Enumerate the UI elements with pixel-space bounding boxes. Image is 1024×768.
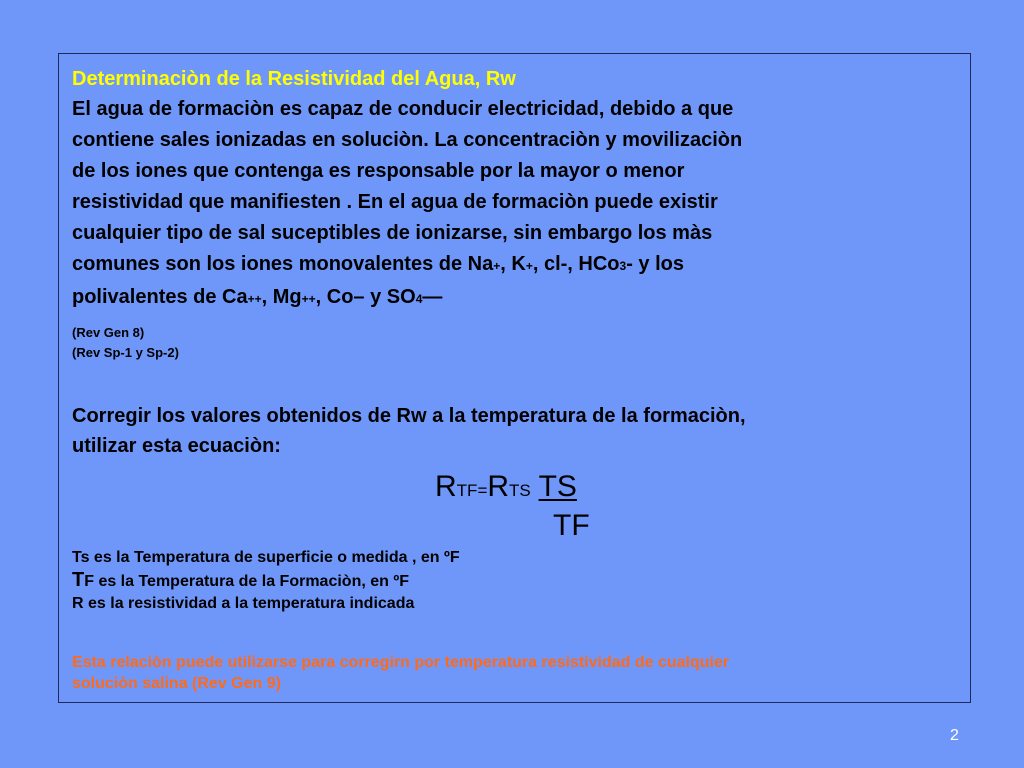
- correction-line-1: Corregir los valores obtenidos de Rw a la temperatura de la formaciòn,: [72, 405, 746, 427]
- formula-r-left: R: [435, 470, 457, 503]
- orange-note: [72, 652, 962, 694]
- formula-tf-equals: TF=: [456, 481, 488, 500]
- body-line-7-part: , Co– y SO: [315, 286, 416, 308]
- reference-item: (Rev Sp-1 y Sp-2): [72, 345, 179, 360]
- body-line-7: [72, 282, 962, 315]
- definition-tf-t: T: [72, 569, 85, 591]
- body-line-7-part: polivalentes de Ca: [72, 286, 248, 308]
- definition-ts: Ts es la Temperatura de superficie o medida , en ºF: [72, 549, 460, 566]
- body-line-7-part: , Mg: [261, 286, 302, 308]
- reference-item: (Rev Gen 8): [72, 325, 145, 340]
- ion-subscript-hco3: 3: [619, 259, 627, 273]
- formula-r-right: R: [487, 470, 510, 503]
- definition-tf: [72, 569, 460, 593]
- ion-charge-na: +: [493, 259, 501, 273]
- reference-list: [72, 323, 962, 363]
- note-line-1: Esta relaciòn puede utilizarse para corregirn por temperatura resistividad de cualquier: [72, 654, 730, 671]
- body-line-3: de los iones que contenga es responsable por la mayor o menor: [72, 160, 685, 182]
- definition-tf-rest: F es la Temperatura de la Formaciòn, en ºF: [84, 573, 409, 590]
- ion-charge-mg: ++: [301, 292, 316, 306]
- body-line-6-part: - y los: [626, 253, 684, 275]
- slide-title: Determinaciòn de la Resistividad del Agua, Rw: [72, 68, 516, 90]
- body-line-4: resistividad que manifiesten . En el agua de formaciòn puede existir: [72, 191, 718, 213]
- main-text-block: [72, 64, 962, 461]
- definition-r: R es la resistividad a la temperatura indicada: [72, 595, 415, 612]
- body-line-6: [72, 249, 962, 282]
- formula-numerator-row: [435, 470, 577, 508]
- body-line-7-part: —: [422, 286, 443, 308]
- body-line-6-part: comunes son los iones monovalentes de Na: [72, 253, 494, 275]
- correction-text: [72, 401, 962, 461]
- note-line-2: soluciòn salina (Rev Gen 9): [72, 675, 281, 692]
- correction-line-2: utilizar esta ecuaciòn:: [72, 435, 281, 457]
- ion-subscript-so4: 4: [415, 292, 423, 306]
- body-line-5: cualquier tipo de sal suceptibles de ionizarse, sin embargo los màs: [72, 222, 713, 244]
- body-line-6-part: , K: [500, 253, 526, 275]
- definitions-block: [72, 547, 460, 615]
- body-line-6-part: , cl-, HCo: [532, 253, 620, 275]
- formula-ts-subscript: TS: [509, 481, 531, 500]
- ion-charge-ca: ++: [247, 292, 262, 306]
- formula-denominator: TF: [553, 509, 590, 542]
- ion-charge-k: +: [525, 259, 533, 273]
- body-line-2: contiene sales ionizadas en soluciòn. La concentraciòn y movilizaciòn: [72, 129, 743, 151]
- page-number: 2: [950, 727, 959, 744]
- body-line-1: El agua de formaciòn es capaz de conducir electricidad, debido a que: [72, 98, 734, 120]
- formula-numerator: TS: [538, 470, 577, 503]
